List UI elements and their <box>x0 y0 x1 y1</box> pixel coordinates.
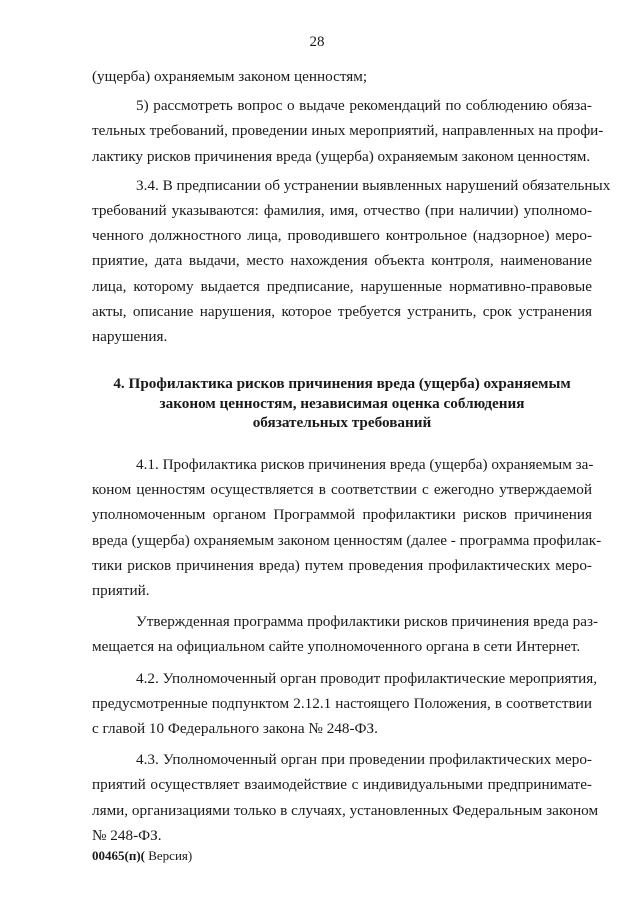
text-line: приятий. <box>92 582 150 600</box>
text-line: 4.3. Уполномоченный орган при проведении профилактических меро- <box>136 751 592 769</box>
document-version-label: Версия) <box>144 848 193 863</box>
paragraph <box>92 93 604 169</box>
document-code-number: 00465(п)( <box>92 848 145 863</box>
text-line: приятие, дата выдачи, место нахождения объекта контроля, наименование <box>92 252 592 270</box>
paragraph <box>92 666 598 742</box>
text-line: (ущерба) охраняемым законом ценностям; <box>92 68 368 85</box>
page-number: 28 <box>309 34 325 50</box>
text-line: нарушения. <box>92 328 168 346</box>
body-text-section-4 <box>92 452 602 848</box>
text-line: ченного должностного лица, проводившего контрольное (надзорное) меро- <box>92 227 592 245</box>
text-line: тики рисков причинения вреда) путем проведения профилактических меро- <box>92 556 592 574</box>
paragraph <box>92 452 602 603</box>
body-text-top <box>92 64 611 349</box>
paragraph <box>92 609 599 659</box>
text-line: требований указываются: фамилия, имя, отчество (при наличии) уполномо- <box>92 202 592 220</box>
text-line: тельных требований, проведении иных мероприятий, направленных на профи- <box>92 122 604 140</box>
text-line: лица, которому выдается предписание, нарушенные нормативно-правовые <box>92 277 592 295</box>
text-line: 4.1. Профилактика рисков причинения вреда (ущерба) охраняемым за- <box>136 456 594 473</box>
text-line: 5) рассмотреть вопрос о выдаче рекомендаций по соблюдению обяза- <box>136 97 592 115</box>
text-line: 4.2. Уполномоченный орган проводит профилактические мероприятия, <box>136 669 598 687</box>
text-line: лактику рисков причинения вреда (ущерба) охраняемым законом ценностям. <box>92 147 591 165</box>
paragraph <box>92 173 611 349</box>
paragraph <box>92 64 592 89</box>
text-line: с главой 10 Федерального закона № 248-ФЗ. <box>92 720 378 738</box>
text-line: мещается на официальном сайте уполномоченного органа в сети Интернет. <box>92 638 581 656</box>
paragraph <box>92 747 599 848</box>
text-line: Утвержденная программа профилактики рисков причинения вреда раз- <box>136 613 599 631</box>
text-line: вреда (ущерба) охраняемым законом ценностям (далее - программа профилак- <box>92 531 602 549</box>
text-line: лями, организациями только в случаях, установленных Федеральным законом <box>92 801 599 819</box>
heading-line: обязательных требований <box>252 414 432 431</box>
text-line: предусмотренные подпунктом 2.12.1 настоящего Положения, в соответствии <box>92 694 592 712</box>
text-line: коном ценностям осуществляется в соответствии с ежегодно утверждаемой <box>92 481 592 499</box>
section-heading <box>92 374 592 433</box>
heading-line: 4. Профилактика рисков причинения вреда (ущерба) охраняемым <box>113 375 571 392</box>
text-line: № 248-ФЗ. <box>92 826 162 844</box>
text-line: уполномоченным органом Программой профилактики рисков причинения <box>92 506 592 524</box>
text-line: акты, описание нарушения, которое требуется устранить, срок устранения <box>92 302 592 320</box>
text-line: приятий осуществляет взаимодействие с индивидуальными предпринимате- <box>92 776 592 794</box>
heading-line: законом ценностям, независимая оценка соблюдения <box>159 394 525 412</box>
document-code <box>92 848 192 864</box>
text-line: 3.4. В предписании об устранении выявленных нарушений обязательных <box>136 176 611 194</box>
